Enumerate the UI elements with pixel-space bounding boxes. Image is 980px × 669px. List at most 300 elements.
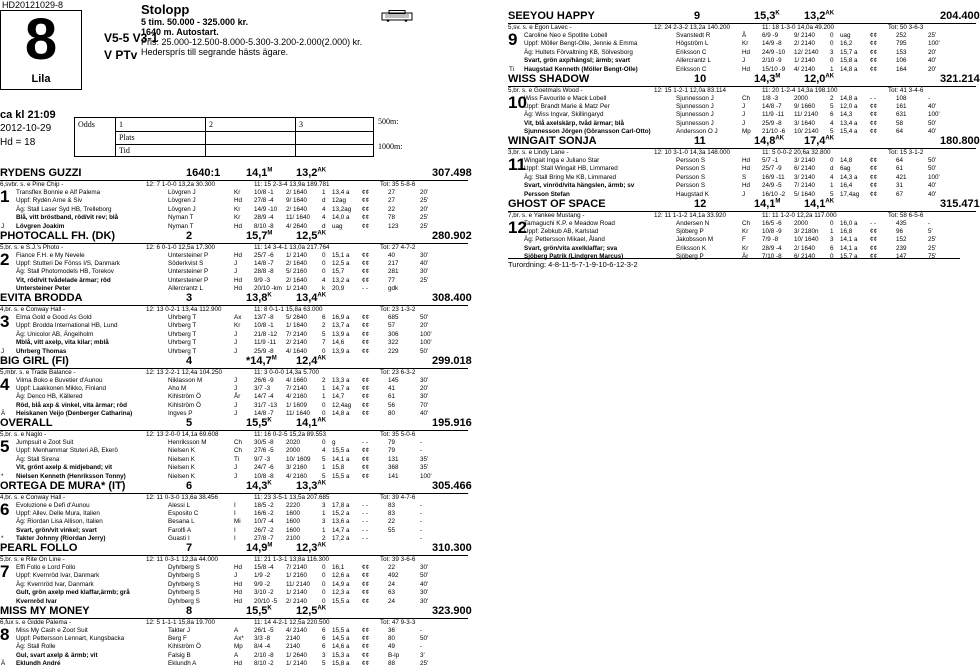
- record-time-text: 14,3: [246, 479, 268, 492]
- start-cell: Uhrberg T: [168, 314, 197, 321]
- start-cell: 7/ 2140: [794, 182, 816, 190]
- start-cell: Elma Gold e Good As Gold: [16, 314, 92, 321]
- best-time: [296, 480, 326, 492]
- start-cell: ¢¢: [870, 227, 878, 235]
- horse-name-text: OVERALL: [0, 417, 53, 429]
- start-cell: 2/ 2140: [286, 597, 308, 605]
- start-cell: Vit, grönt axelp & midjeband; vit: [16, 464, 113, 472]
- best-time-text: 17,4: [804, 135, 826, 147]
- start-cell: 1: [830, 182, 834, 190]
- start-cell: 12,3 a: [332, 589, 350, 597]
- record-time: [246, 355, 277, 367]
- start-cell: 6/9 -9: [762, 32, 779, 39]
- start-cell: Untersteiner P: [168, 276, 209, 284]
- start-cell: 6: [830, 111, 834, 119]
- record-time: [754, 73, 780, 85]
- start-cell: 40': [928, 128, 937, 136]
- start-cell: Sjöberg P: [676, 227, 704, 235]
- start-cell: 12,5 a: [332, 259, 350, 267]
- start-cell: År: [234, 393, 241, 401]
- start-cell: 9/7 -3: [254, 455, 271, 463]
- record-time-suffix: M: [267, 167, 273, 174]
- start-cell: 4: [322, 276, 326, 284]
- start-cell: 6: [830, 244, 834, 252]
- start-cell: 40': [420, 410, 429, 418]
- start-cell: 27/8 -7: [254, 535, 274, 543]
- horse-header: [0, 292, 472, 306]
- start-cell: 368: [388, 464, 399, 472]
- start-cell: 21/8 -12: [254, 330, 278, 338]
- summary-field: Tot: 23 6-3-2: [380, 368, 416, 376]
- start-cell: 4/ 2160: [286, 472, 308, 480]
- start-cell: 14/8 -7: [254, 259, 274, 267]
- start-cell: 36: [388, 626, 396, 634]
- post-position: [186, 542, 192, 554]
- start-cell: - -: [362, 535, 368, 543]
- autostart-car-icon: [381, 10, 413, 22]
- summary-field: Tot: 35 5-0-6: [380, 431, 416, 438]
- start-cell: gdk: [388, 285, 399, 293]
- start-cell: ¢¢: [870, 236, 878, 244]
- start-cell: A: [234, 626, 239, 634]
- start-cell: 9/ 2140: [794, 32, 816, 39]
- earnings-text: 195.916: [432, 417, 472, 429]
- start-cell: Persson S: [676, 182, 706, 190]
- start-cell: ¢¢: [362, 651, 370, 659]
- horse-name: [0, 230, 115, 242]
- horse-header: [508, 135, 980, 149]
- start-cell: Vilma Boko e Buvetier d'Aunou: [16, 376, 103, 384]
- best-time-suffix: AK: [317, 604, 327, 611]
- start-cell: Kihlström Ö: [168, 643, 201, 651]
- summary-field: 6,svbr. s. e Pine Chip -: [0, 181, 64, 188]
- start-cell: 100': [928, 40, 940, 48]
- start-cell: Kvernröd Ivar: [16, 597, 57, 605]
- start-cell: 2/ 1640: [286, 259, 308, 267]
- earnings-text: 315.471: [940, 197, 980, 210]
- start-cell: 4: [322, 205, 326, 213]
- horse-header: [0, 604, 472, 619]
- horse-name: [0, 480, 125, 492]
- start-cell: 67: [896, 190, 904, 198]
- post-position: [186, 230, 192, 242]
- start-cell: Äg: Stall Bring Me KB, Limmared: [524, 173, 617, 181]
- start-cell: 22: [388, 205, 396, 213]
- race-date: 2012-10-29: [0, 123, 52, 134]
- start-cell: Uhrberg T: [168, 347, 197, 355]
- start-cell: 11/ 1640: [286, 214, 311, 222]
- best-time: [296, 417, 326, 429]
- start-cell: 20': [420, 384, 429, 392]
- start-cell: Blå, vitt bröstband, röd/vit rev; blå: [16, 214, 119, 222]
- start-cell: Eriksson C: [676, 48, 707, 56]
- summary-field: 12: 15 1-2-1 12,0a 83.114: [654, 86, 727, 94]
- summary-field: 12: 7 1-0-0 13,2a 30.300: [146, 181, 215, 188]
- start-cell: 30': [420, 589, 429, 597]
- start-cell: 6ag: [840, 165, 851, 173]
- earnings-text: 307.498: [432, 167, 472, 179]
- start-cell: 28/8 -8: [254, 268, 274, 276]
- start-cell: Uhrberg T: [168, 322, 197, 330]
- start-cell: ¢¢: [362, 626, 370, 634]
- best-time-text: 12,3: [296, 542, 318, 554]
- start-cell: 421: [896, 173, 907, 181]
- start-cell: ¢¢: [362, 410, 370, 418]
- turord-separator: [508, 258, 960, 259]
- start-cell: 3/10 -2: [254, 589, 274, 597]
- record-time-text: 14,1: [754, 197, 776, 210]
- horse-header: [0, 229, 472, 244]
- start-cell: Hd: [234, 251, 243, 259]
- start-cell: Persson S: [676, 173, 706, 181]
- start-cell: 25': [420, 197, 429, 205]
- start-number: 4: [0, 374, 10, 394]
- start-cell: Uppf: Stutteri De Fönss I/S, Danmark: [16, 259, 120, 267]
- start-cell: 25': [420, 660, 429, 668]
- start-cell: - -: [362, 526, 368, 534]
- start-cell: 1: [322, 526, 326, 534]
- start-cell: 9/9 -3: [254, 276, 271, 284]
- start-cell: Gult, grön axelp med klaffar,ärmb; grå: [16, 589, 130, 597]
- start-cell: - -: [362, 509, 368, 517]
- start-cell: J: [234, 259, 238, 267]
- start-cell: 217: [388, 259, 399, 267]
- best-time-suffix: AK: [825, 10, 835, 17]
- horse-name-text: WINGAIT SONJA: [508, 135, 597, 147]
- start-cell: Eklundh A: [168, 660, 197, 668]
- start-cell: 30': [420, 564, 429, 571]
- start-cell: ¢¢: [362, 189, 370, 196]
- record-time-suffix: M: [775, 197, 781, 204]
- start-cell: 13,2ag: [332, 205, 352, 213]
- summary-field: 12: 11 1-1-2 14,1a 33.920: [654, 211, 727, 219]
- start-cell: 5/ 1640: [794, 190, 816, 198]
- summary-field: 6,fux s. e Gidde Palema -: [0, 618, 72, 626]
- summary-field: 11: 3 0-0-0 14,3a 5.700: [254, 368, 320, 376]
- start-cell: 26/1 -5: [254, 626, 274, 634]
- start-cell: 28/9 -4: [254, 214, 274, 222]
- start-cell: ¢¢: [362, 251, 370, 259]
- start-cell: 0: [322, 251, 326, 259]
- best-time: [804, 135, 834, 147]
- start-cell: J: [234, 347, 238, 355]
- start-cell: Kr: [742, 244, 749, 252]
- start-cell: ¢¢: [362, 660, 370, 668]
- earnings: [432, 417, 472, 429]
- start-cell: 5: [830, 190, 834, 198]
- start-cell: 4: [322, 447, 326, 455]
- start-cell: 25': [928, 244, 937, 252]
- start-cell: 15/10 -9: [762, 65, 786, 73]
- start-number: 7: [0, 562, 10, 581]
- start-cell: 2/10 -8: [254, 651, 274, 659]
- summary-field: Tot: 58 6-5-6: [888, 211, 924, 219]
- start-cell: 13,3 a: [332, 376, 350, 384]
- start-cell: 2140: [286, 643, 301, 651]
- start-cell: 2220: [286, 501, 301, 509]
- race-number: 8: [24, 7, 58, 72]
- start-cell: 3/ 2180n: [794, 227, 819, 235]
- start-cell: Besana L: [168, 518, 195, 526]
- start-cell: 30/5 -8: [254, 439, 274, 446]
- post-position: [186, 355, 192, 367]
- race-number-box: [0, 7, 82, 90]
- start-cell: ¢¢: [362, 322, 370, 330]
- start-cell: 0: [322, 347, 326, 355]
- start-cell: 3': [420, 651, 425, 659]
- earnings: [432, 292, 472, 304]
- start-cell: 2: [322, 322, 326, 330]
- start-cell: 5: [322, 660, 326, 668]
- start-cell: ¢¢: [870, 190, 878, 198]
- start-cell: 1/ 2160: [286, 572, 308, 580]
- start-cell: F: [742, 236, 746, 244]
- start-cell: 1/ 2640: [286, 651, 308, 659]
- record-time-suffix: K: [775, 10, 780, 17]
- start-cell: Hd: [742, 182, 751, 190]
- start-cell: Hd: [234, 580, 243, 588]
- start-cell: Dyhrberg S: [168, 572, 200, 580]
- start-cell: 7/ 2140: [286, 564, 308, 571]
- start-cell: Hd: [742, 157, 751, 164]
- start-cell: Ch: [742, 94, 751, 102]
- start-cell: - -: [362, 518, 368, 526]
- start-cell: 16,8: [840, 227, 853, 235]
- best-time-suffix: AK: [317, 292, 327, 299]
- record-time-text: 15,5: [246, 604, 268, 617]
- start-cell: Berg F: [168, 634, 187, 642]
- race-color-name: Lila: [31, 73, 51, 85]
- document-id: HD20121029-8: [2, 0, 64, 10]
- start-cell: Ti: [234, 455, 240, 463]
- start-cell: 4: [830, 119, 834, 127]
- start-cell: ¢¢: [362, 214, 370, 222]
- start-cell: Vit, blå axelskärp, tvåd ärmar; blå: [524, 119, 624, 127]
- start-cell: 14,8: [840, 157, 853, 164]
- start-cell: 14,1 a: [840, 236, 858, 244]
- summary-field: 11: 18 1-3-0 14,0a 49.200: [762, 24, 835, 31]
- horse-header: [508, 10, 980, 24]
- post-position-text: 1640:1: [186, 167, 221, 179]
- start-cell: 49: [388, 643, 396, 651]
- start-cell: Äg: Stall Sirena: [16, 455, 60, 463]
- start-cell: Wiss Favourite e Mack Lobell: [524, 94, 607, 102]
- best-time: [804, 198, 834, 210]
- start-cell: 22: [388, 564, 396, 571]
- start-cell: Uppf: Brandt Marie & Matz Per: [524, 102, 610, 110]
- start-cell: ¢¢: [362, 314, 370, 321]
- start-cell: 0: [830, 157, 834, 164]
- start-cell: 15,3 a: [332, 651, 350, 659]
- horse-header: [0, 479, 472, 494]
- start-cell: 30': [420, 393, 429, 401]
- start-cell: 14/9 -8: [762, 40, 782, 48]
- best-time: [804, 10, 834, 22]
- start-cell: Kr: [234, 322, 241, 330]
- v5-label: V5-5 V3-1: [104, 31, 159, 45]
- start-cell: 10/ 1609: [286, 455, 311, 463]
- start-cell: 1: [322, 509, 326, 517]
- start-cell: Kr: [234, 189, 241, 196]
- start-cell: 2100: [286, 535, 301, 543]
- record-time-text: 14,1: [246, 167, 268, 179]
- start-cell: 20': [928, 48, 937, 56]
- start-cell: 2/ 1640: [286, 189, 308, 196]
- start-cell: 0: [322, 564, 326, 571]
- start-cell: 322: [388, 339, 399, 347]
- start-cell: 5: [322, 455, 326, 463]
- start-cell: ¢¢: [870, 32, 878, 39]
- horse-name: [508, 10, 595, 22]
- start-cell: 15,4 a: [840, 128, 858, 136]
- start-cell: J: [742, 111, 746, 119]
- start-cell: Untersteiner P: [168, 268, 209, 276]
- shoe-marker: J: [1, 347, 5, 355]
- start-cell: Röd, blå axp & vinkel, vita ärmar; röd: [16, 401, 127, 409]
- start-cell: 15,5 a: [332, 597, 350, 605]
- start-cell: J: [234, 410, 238, 418]
- start-cell: 4/ 2160: [286, 393, 308, 401]
- start-number: 3: [0, 312, 10, 331]
- start-cell: 13,4 a: [332, 189, 350, 196]
- best-time-suffix: AK: [317, 354, 327, 361]
- start-cell: J: [742, 102, 746, 110]
- start-cell: 6: [322, 314, 326, 321]
- start-cell: 0: [322, 580, 326, 588]
- horse-header: [0, 354, 472, 369]
- start-cell: 13,2 a: [332, 276, 350, 284]
- start-cell: 25': [928, 32, 937, 39]
- horse-name-text: SEEYOU HAPPY: [508, 10, 595, 22]
- record-time: [246, 605, 272, 617]
- horse-name: [0, 355, 69, 367]
- summary-field: 11: 11 1-2-0 12,2a 117.000: [762, 211, 837, 219]
- start-cell: 1600: [286, 509, 301, 517]
- start-cell: 435: [896, 219, 907, 227]
- start-cell: 100': [928, 111, 940, 119]
- start-cell: 78: [388, 214, 396, 222]
- start-cell: ¢¢: [870, 102, 878, 110]
- start-number: 9: [508, 30, 518, 49]
- start-cell: 80: [388, 634, 396, 642]
- best-time-text: 13,4: [296, 292, 318, 304]
- summary-field: Tot: 50 3-6-3: [888, 24, 924, 31]
- start-cell: 1/ 2140: [286, 251, 308, 259]
- start-cell: Hd: [234, 197, 243, 205]
- summary-field: 12: 13 2-2-1 12,4a 104.250: [146, 368, 222, 376]
- start-cell: Haugstad K: [676, 190, 709, 198]
- start-cell: ¢¢: [870, 165, 878, 173]
- start-cell: Uppf: Laakkonen Mikko, Finland: [16, 384, 106, 392]
- record-time-suffix: M: [775, 72, 781, 79]
- best-time-suffix: AK: [317, 417, 327, 424]
- start-cell: 7/10 -8: [762, 253, 782, 261]
- summary-field: Tot: 35 5-8-6: [380, 181, 416, 188]
- start-cell: ¢¢: [362, 447, 370, 455]
- start-cell: 3/ 2160: [286, 464, 308, 472]
- start-cell: 30': [420, 251, 429, 259]
- start-cell: -: [928, 94, 931, 102]
- start-cell: ¢¢: [362, 384, 370, 392]
- summary-field: 12: 13 2-0-0 14,1a 69.608: [146, 431, 219, 438]
- start-cell: Hd: [234, 589, 243, 597]
- start-cell: ¢¢: [870, 173, 878, 181]
- post-position-text: 4: [186, 354, 193, 367]
- start-cell: 15,7: [332, 268, 345, 276]
- start-cell: 13/7 -8: [254, 314, 274, 321]
- start-cell: 1/ 2140: [286, 285, 308, 293]
- horse-name-text: WISS SHADOW: [508, 72, 590, 85]
- start-cell: Ch: [234, 447, 243, 455]
- start-cell: 25': [420, 276, 429, 284]
- start-cell: 11/ 2140: [794, 111, 819, 119]
- start-cell: Äg: Hultets Förvaltning KB, Sölvesborg: [524, 48, 633, 56]
- start-cell: 16/10 -2: [762, 190, 786, 198]
- race-info: [141, 17, 362, 57]
- start-cell: Alessi L: [168, 501, 191, 509]
- start-cell: 79: [388, 439, 396, 446]
- start-cell: Kr: [234, 205, 241, 213]
- start-cell: ¢¢: [362, 205, 370, 213]
- start-cell: 16,0 a: [840, 219, 858, 227]
- start-cell: Haugstad Kenneth (Möller Bengt-Olle): [524, 65, 638, 73]
- summary-field: 11: 20 1-2-4 14,3a 198.100: [762, 86, 838, 94]
- best-time-text: 12,0: [804, 72, 826, 85]
- start-cell: Uppf: Pettersson Lennart, Kungsbacka: [16, 634, 125, 642]
- record-time-text: 15,3: [754, 10, 776, 22]
- best-time: [296, 355, 326, 367]
- earnings: [940, 10, 980, 22]
- start-cell: Kr: [742, 40, 749, 48]
- horse-name-text: GHOST OF SPACE: [508, 197, 606, 210]
- start-cell: 106: [896, 57, 907, 65]
- horse-name: [0, 167, 82, 179]
- start-cell: 145: [388, 376, 399, 384]
- summary-field: 11: 14 3-4-1 13,0a 217.764: [254, 243, 330, 251]
- start-cell: 3: [322, 518, 326, 526]
- start-cell: 306: [388, 330, 399, 338]
- start-cell: 5/7 -1: [762, 157, 779, 164]
- earnings-text: 323.900: [432, 604, 472, 617]
- plats-label: Plats: [119, 133, 135, 142]
- start-cell: 64: [896, 128, 904, 136]
- summary-field: 11: 8 0-1-1 15,8a 63.000: [254, 306, 323, 313]
- start-cell: -: [420, 526, 423, 534]
- start-cell: 2020: [286, 439, 301, 446]
- start-cell: Vit, röd/vit tvådelade ärmar; röd: [16, 276, 111, 284]
- start-cell: ¢¢: [362, 455, 370, 463]
- start-cell: S: [742, 173, 747, 181]
- start-cell: 0: [830, 40, 834, 48]
- start-cell: 2: [322, 376, 326, 384]
- best-time: [296, 292, 326, 304]
- start-cell: 1/ 2140: [286, 660, 308, 668]
- start-cell: Evoluzione e Defi d'Aunou: [16, 501, 90, 509]
- start-cell: 12,0 a: [840, 102, 858, 110]
- summary-field: 4,br. s. e Conway Hall -: [0, 493, 66, 501]
- post-position-text: 9: [694, 10, 701, 22]
- start-cell: 1/ 1609: [286, 401, 308, 409]
- start-cell: 6/ 2140: [794, 165, 816, 173]
- start-cell: 3/3 -8: [254, 634, 271, 642]
- start-cell: 1: [322, 393, 326, 401]
- start-cell: 5: [830, 102, 834, 110]
- summary-field: Tot: 15 3-1-2: [888, 149, 924, 156]
- start-cell: 2000: [794, 219, 809, 227]
- start-cell: 22: [388, 518, 396, 526]
- earnings-text: 321.214: [940, 72, 980, 85]
- start-cell: 58: [896, 119, 904, 127]
